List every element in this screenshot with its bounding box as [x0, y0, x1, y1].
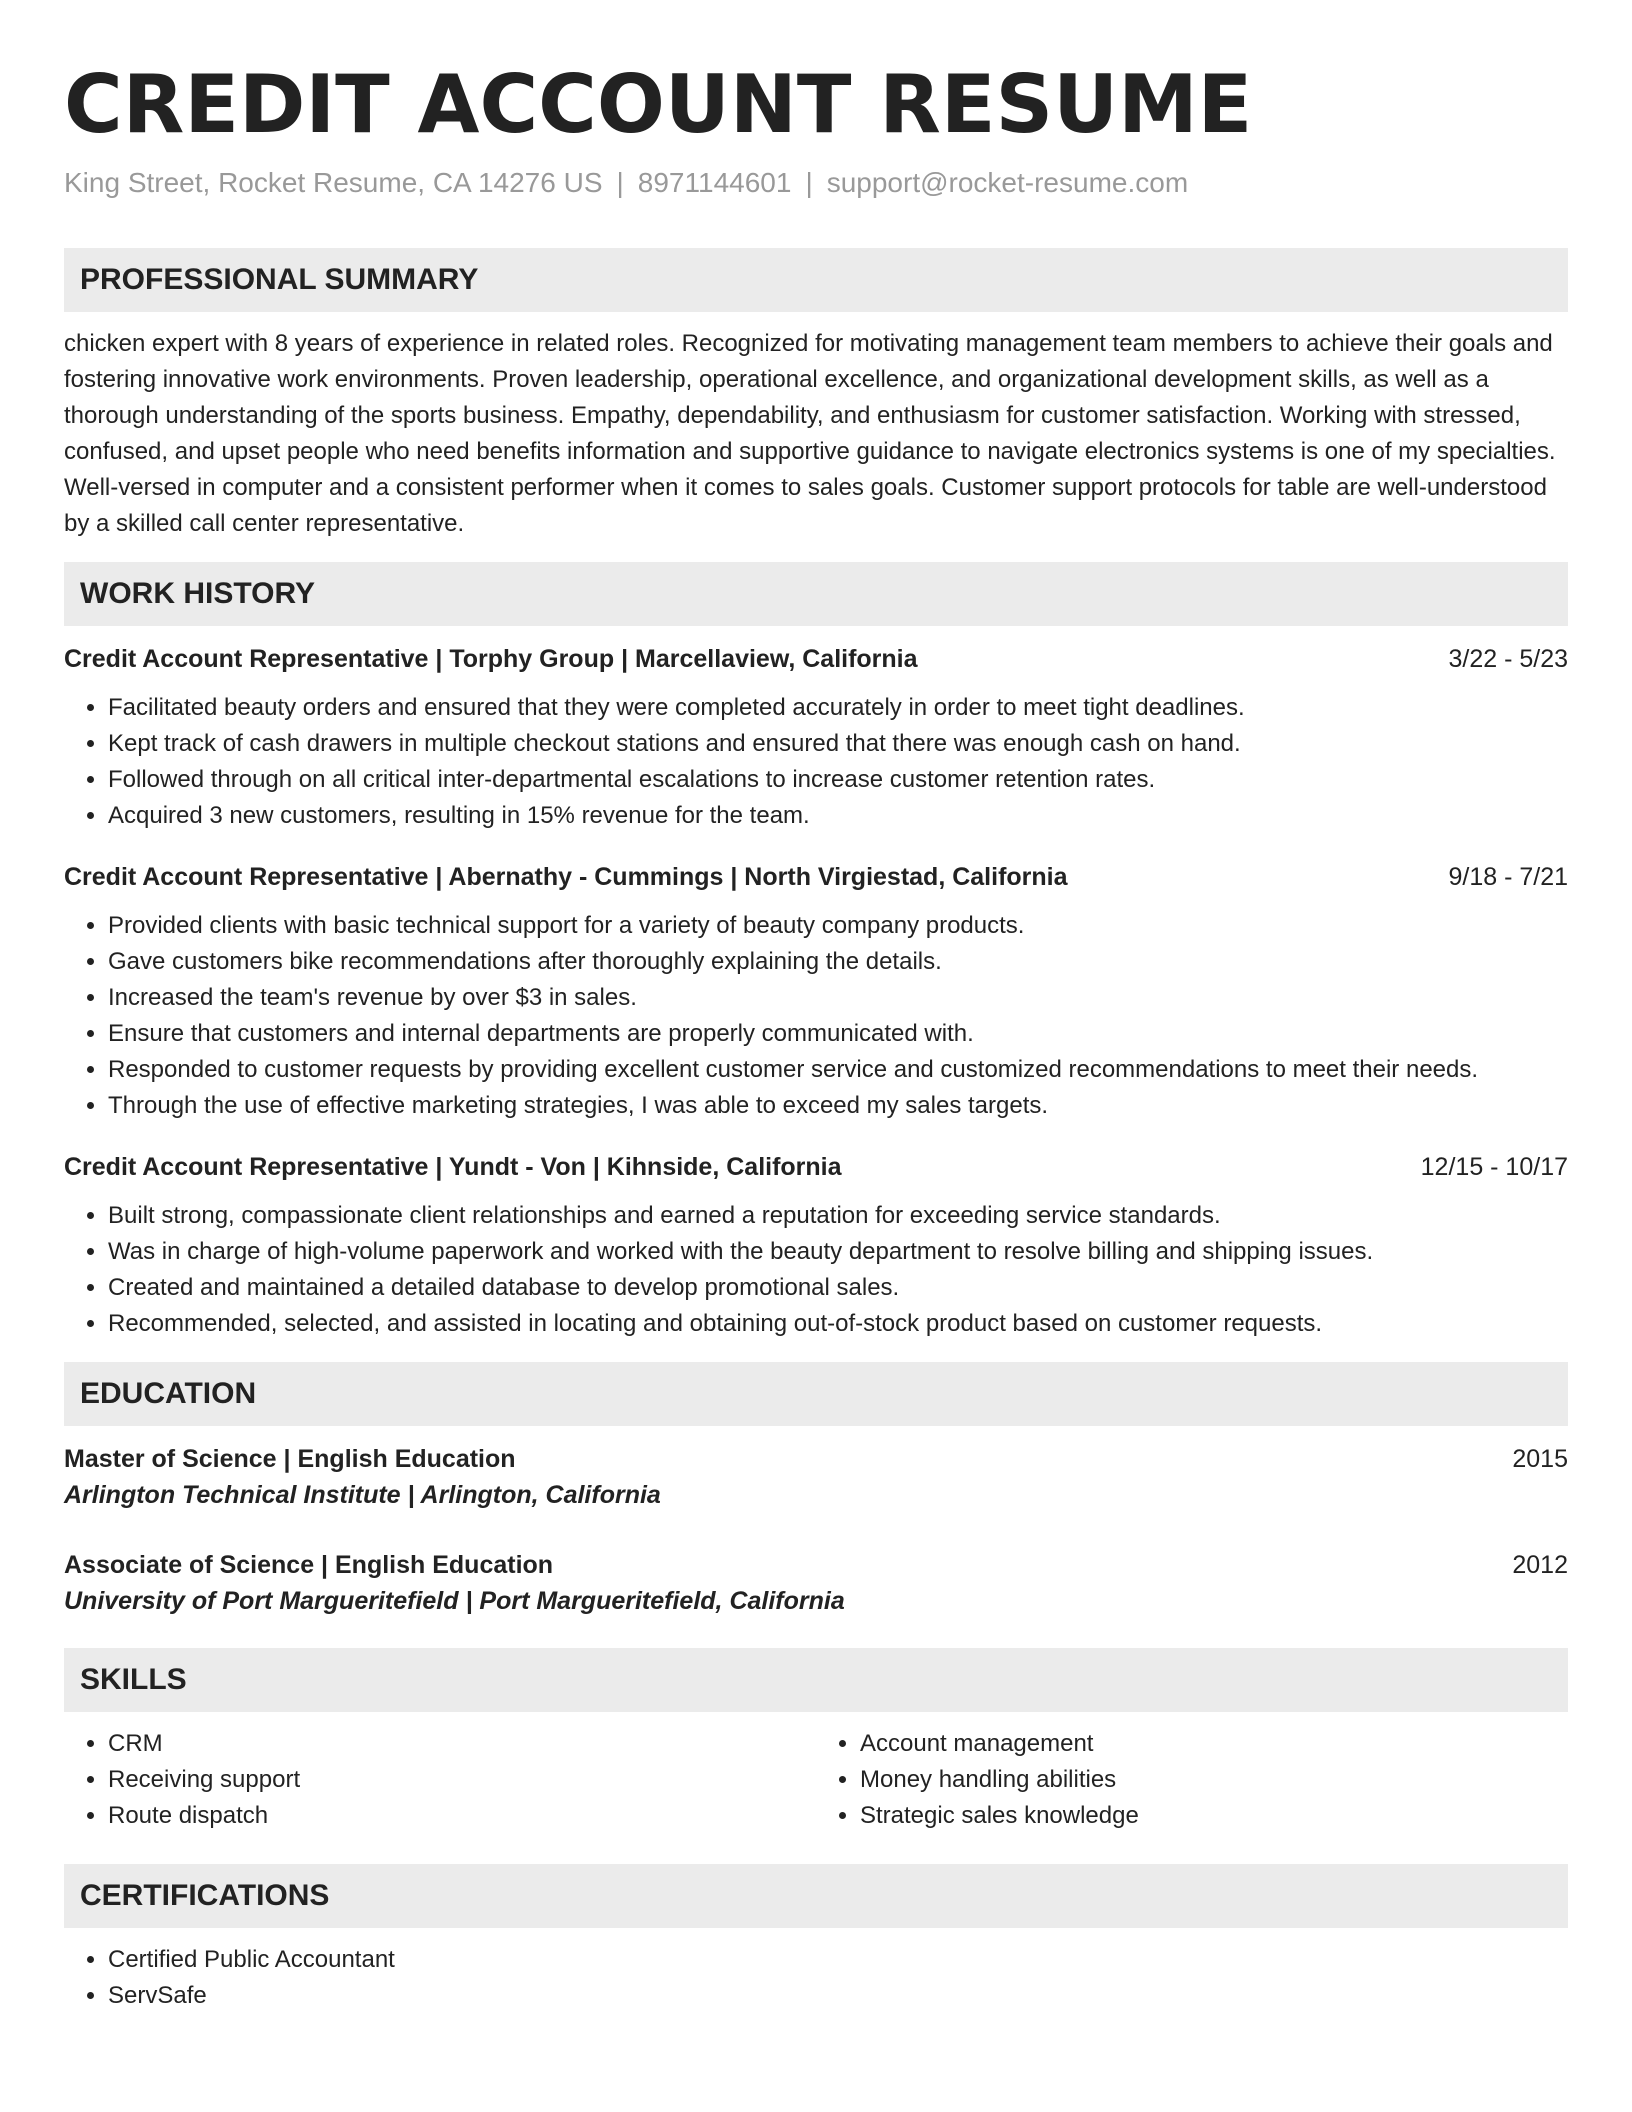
job-bullet: • Ensure that customers and internal departments are properly communicated with. [108, 1016, 1568, 1052]
job-bullets [64, 908, 1568, 1124]
job-title: Credit Account Representative | Yundt - Von | Kihnside, California [64, 1153, 842, 1181]
job-dates: 9/18 - 7/21 [1448, 863, 1568, 891]
job-bullet: • Kept track of cash drawers in multiple checkout stations and ensured that there was enough cash on hand. [108, 726, 1568, 762]
job-bullet: • Built strong, compassionate client relationships and earned a reputation for exceeding service standards. [108, 1198, 1568, 1234]
skill-item: • Money handling abilities [860, 1762, 1568, 1798]
contact-address: King Street, Rocket Resume, CA 14276 US [64, 167, 603, 198]
job-dates: 3/22 - 5/23 [1448, 645, 1568, 673]
job-bullet: • Created and maintained a detailed database to develop promotional sales. [108, 1270, 1568, 1306]
job-bullet: • Provided clients with basic technical support for a variety of beauty company products. [108, 908, 1568, 944]
job-entry [64, 1150, 1568, 1342]
job-heading-row [64, 860, 1568, 894]
job-heading-row [64, 1150, 1568, 1184]
job-bullet: • Gave customers bike recommendations after thoroughly explaining the details. [108, 944, 1568, 980]
certifications-list [64, 1942, 1568, 2014]
education-year: 2012 [1512, 1551, 1568, 1579]
education-entry [64, 1548, 1568, 1620]
section-header-summary: PROFESSIONAL SUMMARY [64, 248, 1568, 312]
education-school: University of Port Margueritefield | Port Margueritefield, California [64, 1587, 845, 1615]
contact-phone: 8971144601 [637, 167, 792, 198]
skill-item: • CRM [108, 1726, 816, 1762]
skills-list-left [64, 1726, 816, 1834]
education-entry [64, 1442, 1568, 1514]
job-dates: 12/15 - 10/17 [1420, 1153, 1568, 1181]
job-title: Credit Account Representative | Torphy Group | Marcellaview, California [64, 645, 918, 673]
job-bullet: • Responded to customer requests by providing excellent customer service and customized recommendations to meet their needs. [108, 1052, 1568, 1088]
job-title: Credit Account Representative | Abernathy - Cummings | North Virgiestad, California [64, 863, 1068, 891]
section-header-work-history: WORK HISTORY [64, 562, 1568, 626]
education-school: Arlington Technical Institute | Arlington, California [64, 1481, 661, 1509]
skills-list-right [816, 1726, 1568, 1834]
resume-page [64, 0, 1568, 2014]
job-bullet: • Acquired 3 new customers, resulting in 15% revenue for the team. [108, 798, 1568, 834]
job-bullet: • Followed through on all critical inter-departmental escalations to increase customer retention rates. [108, 762, 1568, 798]
skills-grid [64, 1712, 1568, 1834]
job-entry [64, 642, 1568, 834]
job-bullet: • Increased the team's revenue by over $3 in sales. [108, 980, 1568, 1016]
skill-item: • Route dispatch [108, 1798, 816, 1834]
job-entry [64, 860, 1568, 1124]
certification-item: • ServSafe [108, 1978, 1568, 2014]
job-bullet: • Through the use of effective marketing strategies, I was able to exceed my sales targets. [108, 1088, 1568, 1124]
education-degree: Master of Science | English Education [64, 1445, 516, 1473]
resume-title: CREDIT ACCOUNT RESUME [64, 58, 1253, 151]
skill-item: • Account management [860, 1726, 1568, 1762]
education-degree: Associate of Science | English Education [64, 1551, 554, 1579]
job-bullets [64, 690, 1568, 834]
education-heading-row [64, 1548, 1568, 1582]
contact-line [64, 166, 1568, 200]
section-header-education: EDUCATION [64, 1362, 1568, 1426]
contact-separator: | [805, 167, 813, 198]
education-heading-row [64, 1442, 1568, 1476]
job-bullet: • Facilitated beauty orders and ensured that they were completed accurately in order to meet tight deadlines. [108, 690, 1568, 726]
job-bullet: • Recommended, selected, and assisted in locating and obtaining out-of-stock product based on customer requests. [108, 1306, 1568, 1342]
skill-item: • Receiving support [108, 1762, 816, 1798]
certification-item: • Certified Public Accountant [108, 1942, 1568, 1978]
section-header-skills: SKILLS [64, 1648, 1568, 1712]
education-year: 2015 [1512, 1445, 1568, 1473]
job-bullets [64, 1198, 1568, 1342]
section-header-certifications: CERTIFICATIONS [64, 1864, 1568, 1928]
job-bullet: • Was in charge of high-volume paperwork and worked with the beauty department to resolve billing and shipping issues. [108, 1234, 1568, 1270]
job-heading-row [64, 642, 1568, 676]
contact-separator: | [616, 167, 624, 198]
summary-text: chicken expert with 8 years of experience in related roles. Recognized for motivating management team members to achieve their goals and fostering innovative work environments. Proven leadership, operational excellence, and organizational development skills, as well as a thorough understanding of the sports business. Empathy, dependability, and enthusiasm for customer satisfaction. Working with stressed, confused, and upset people who need benefits information and supportive guidance to navigate electronics systems is one of my specialties. Well-versed in computer and a consistent performer when it comes to sales goals. Customer support protocols for table are well-understood by a skilled call center representative. [64, 330, 1556, 537]
contact-email: support@rocket-resume.com [826, 167, 1189, 198]
skill-item: • Strategic sales knowledge [860, 1798, 1568, 1834]
